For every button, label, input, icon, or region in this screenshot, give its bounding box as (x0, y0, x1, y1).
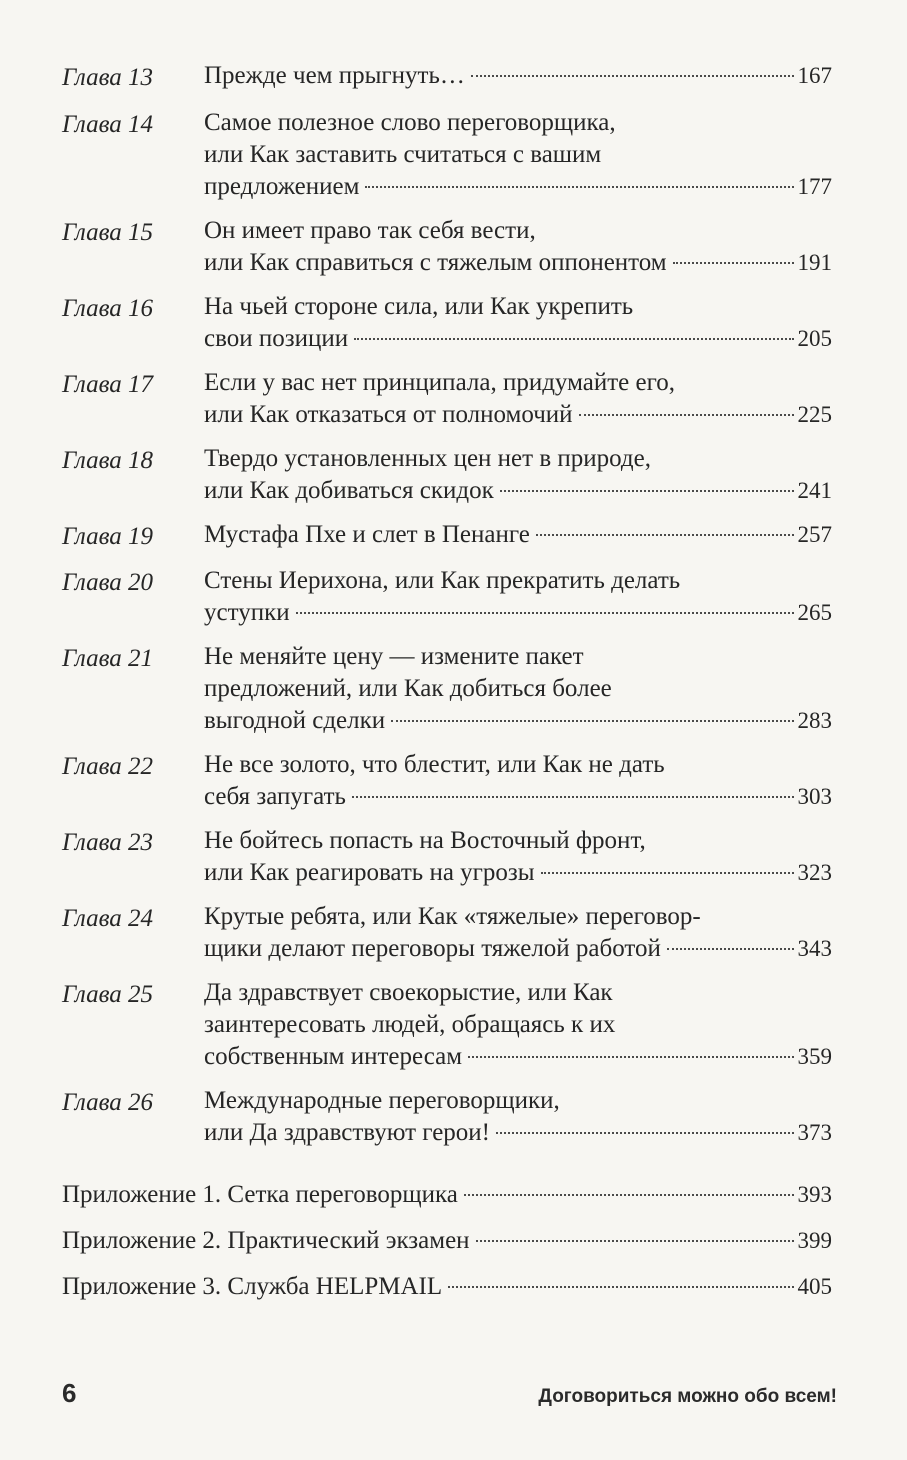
chapter-title-line: Твердо установленных цен нет в природе, (204, 445, 651, 472)
chapter-title-line: или Да здравствуют герои! (204, 1119, 490, 1146)
chapter-title (204, 291, 832, 355)
toc-entry-chapter-24 (62, 901, 832, 965)
toc-entry-chapter-25 (62, 977, 832, 1073)
chapter-title-line: На чьей стороне сила, или Как укрепить (204, 293, 634, 320)
footer-book-title: Договориться можно обо всем! (538, 1386, 837, 1407)
chapter-label: Глава 24 (62, 905, 154, 932)
page-number: 257 (797, 522, 832, 547)
toc-entry-chapter-13 (62, 60, 832, 94)
chapter-title-line: Если у вас нет принципала, придумайте его, (204, 369, 675, 396)
chapter-title-line: Прежде чем прыгнуть… (204, 62, 465, 89)
toc-entry-appendix-3 (62, 1271, 832, 1303)
chapter-title (204, 977, 832, 1073)
chapter-label: Глава 21 (62, 645, 154, 672)
toc-entry-chapter-18 (62, 443, 832, 507)
table-of-contents (62, 60, 832, 1303)
chapter-label: Глава 23 (62, 829, 154, 856)
chapter-title-line: Он имеет право так себя вести, (204, 217, 536, 244)
chapter-title-line: выгодной сделки (204, 707, 386, 734)
dot-leader (354, 338, 793, 340)
toc-entry-chapter-20 (62, 565, 832, 629)
dot-leader (541, 872, 794, 874)
dot-leader (296, 612, 794, 614)
toc-entry-chapter-19 (62, 519, 832, 553)
chapter-title-line: предложений, или Как добиться более (204, 675, 612, 702)
appendix-title: Приложение 2. Практический экзамен (62, 1227, 470, 1254)
chapter-title-line: предложением (204, 173, 360, 200)
chapter-title-line: или Как справиться с тяжелым оппонентом (204, 249, 667, 276)
toc-entry-appendix-1 (62, 1179, 832, 1211)
chapter-title-line: или Как добиваться скидок (204, 477, 494, 504)
dot-leader (496, 1132, 794, 1134)
page-number: 177 (797, 174, 832, 199)
toc-entry-chapter-15 (62, 215, 832, 279)
chapter-title-line: Мустафа Пхе и слет в Пенанге (204, 521, 530, 548)
chapter-title-line: Не меняйте цену — измените пакет (204, 643, 584, 670)
dot-leader (579, 414, 794, 416)
chapter-title-line: уступки (204, 599, 290, 626)
chapter-title-line: или Как реагировать на угрозы (204, 859, 535, 886)
chapter-title (204, 367, 832, 431)
page-number: 373 (797, 1120, 832, 1145)
chapter-title (204, 60, 832, 92)
dot-leader (673, 262, 794, 264)
page-number: 323 (797, 860, 832, 885)
chapter-title (204, 825, 832, 889)
toc-entry-appendix-2 (62, 1225, 832, 1257)
chapter-title (204, 519, 832, 551)
chapter-label: Глава 16 (62, 295, 154, 322)
page-number: 283 (797, 708, 832, 733)
chapter-title-line: Международные переговорщики, (204, 1087, 560, 1114)
dot-leader (471, 75, 794, 77)
chapter-label: Глава 20 (62, 569, 154, 596)
chapter-title-line: или Как заставить считаться с вашим (204, 141, 602, 168)
page-number: 343 (797, 936, 832, 961)
dot-leader (448, 1286, 793, 1288)
chapter-label: Глава 19 (62, 523, 154, 550)
dot-leader (500, 490, 794, 492)
chapter-label: Глава 13 (62, 64, 154, 91)
chapter-title (204, 443, 832, 507)
chapter-title (204, 107, 832, 203)
toc-entry-chapter-17 (62, 367, 832, 431)
dot-leader (391, 720, 793, 722)
page-number: 205 (797, 326, 832, 351)
chapter-title-line: Крутые ребята, или Как «тяжелые» переговор- (204, 903, 701, 930)
dot-leader (468, 1056, 793, 1058)
page-number: 191 (797, 250, 832, 275)
chapter-label: Глава 17 (62, 371, 154, 398)
toc-entry-chapter-23 (62, 825, 832, 889)
chapter-title-line: или Как отказаться от полномочий (204, 401, 573, 428)
chapter-title-line: Не бойтесь попасть на Восточный фронт, (204, 827, 646, 854)
chapter-title-line: себя запугать (204, 783, 346, 810)
dot-leader (536, 534, 794, 536)
page-number: 393 (797, 1182, 832, 1207)
chapter-title (204, 1085, 832, 1149)
chapter-title-line: Да здравствует своекорыстие, или Как (204, 979, 613, 1006)
chapter-title-line: щики делают переговоры тяжелой работой (204, 935, 661, 962)
chapter-label: Глава 15 (62, 219, 154, 246)
page-number: 265 (797, 600, 832, 625)
chapter-title-line: собственным интересам (204, 1043, 463, 1070)
dot-leader (352, 796, 794, 798)
toc-entry-chapter-14 (62, 107, 832, 203)
page-number: 303 (797, 784, 832, 809)
chapter-title-line: Самое полезное слово переговорщика, (204, 109, 616, 136)
chapter-title (204, 901, 832, 965)
appendix-title: Приложение 3. Служба HELPMAIL (62, 1273, 443, 1300)
chapter-title (204, 749, 832, 813)
footer-page-number: 6 (62, 1378, 77, 1408)
toc-entry-chapter-22 (62, 749, 832, 813)
chapter-label: Глава 22 (62, 753, 154, 780)
dot-leader (476, 1240, 794, 1242)
page-number: 405 (797, 1274, 832, 1299)
chapter-title-line: Не все золото, что блестит, или Как не дать (204, 751, 665, 778)
page-number: 399 (797, 1228, 832, 1253)
chapter-label: Глава 25 (62, 981, 154, 1008)
toc-entry-chapter-26 (62, 1085, 832, 1149)
chapter-title-line: Стены Иерихона, или Как прекратить делать (204, 567, 681, 594)
page-number: 167 (797, 63, 832, 88)
chapter-label: Глава 18 (62, 447, 154, 474)
chapter-title-line: заинтересовать людей, обращаясь к их (204, 1011, 616, 1038)
page-number: 241 (797, 478, 832, 503)
chapter-label: Глава 14 (62, 111, 154, 138)
dot-leader (365, 186, 793, 188)
appendix-title: Приложение 1. Сетка переговорщика (62, 1181, 458, 1208)
chapter-label: Глава 26 (62, 1089, 154, 1116)
chapter-title (204, 215, 832, 279)
toc-entry-chapter-16 (62, 291, 832, 355)
toc-entry-chapter-21 (62, 641, 832, 737)
chapter-title (204, 641, 832, 737)
dot-leader (464, 1194, 794, 1196)
dot-leader (667, 948, 794, 950)
chapter-title-line: свои позиции (204, 325, 349, 352)
page-number: 225 (797, 402, 832, 427)
chapter-title (204, 565, 832, 629)
page-number: 359 (797, 1044, 832, 1069)
